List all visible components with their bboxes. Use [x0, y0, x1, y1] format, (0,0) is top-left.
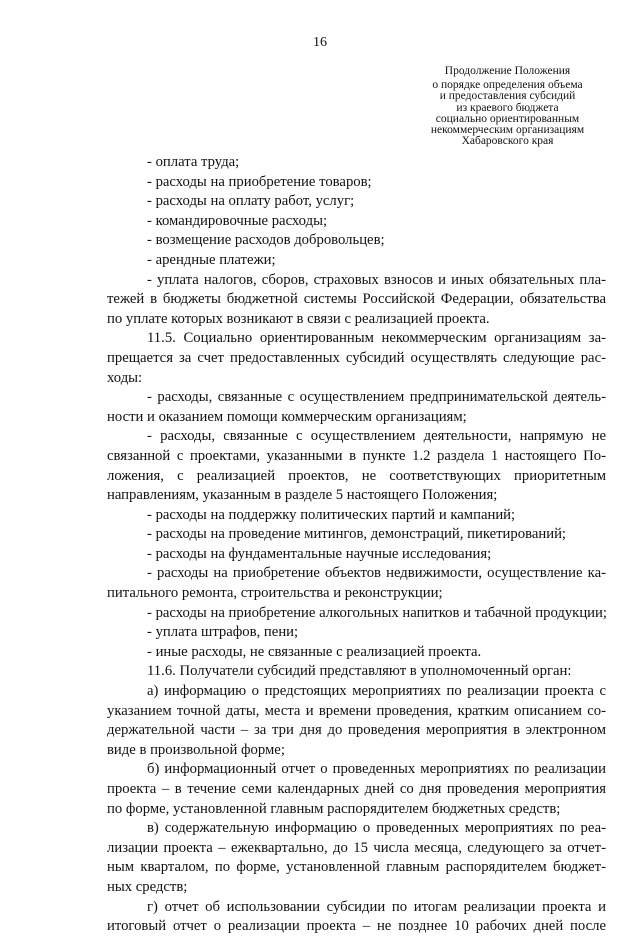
header-line: о порядке определения объема [432, 79, 583, 92]
text-line: - расходы, связанные с осуществлением деятельности, напрямую не [147, 428, 606, 445]
text-line: - расходы на приобретение объектов недвижимости, осуществление ка- [147, 565, 606, 582]
text-line: - расходы на оплату работ, услуг; [147, 193, 355, 210]
text-line: а) информацию о предстоящих мероприятиях по реализации проекта с [147, 683, 606, 700]
header-line: социально ориентированным [435, 112, 580, 125]
text-line: проекта – в течение семи календарных дней со дня проведения мероприятия [107, 781, 606, 797]
text-line: ложения, с реализацией проектов, не соответствующих приоритетным [107, 467, 606, 484]
text-line: направлениям, указанным в разделе 5 настоящего Положения; [107, 487, 498, 504]
text-line: - расходы на приобретение товаров; [147, 173, 372, 190]
text-line: - иные расходы, не связанные с реализацией проекта. [147, 643, 482, 660]
text-line: - уплата штрафов, пени; [147, 624, 299, 641]
text-line: питального ремонта, строительства и реконструкции; [107, 585, 443, 602]
text-line: - расходы, связанные с осуществлением предпринимательской деятель- [147, 389, 606, 406]
text-line: 11.5. Социально ориентированным некоммерческим организациям за- [147, 330, 606, 347]
text-line: указанием точной даты, места и времени проведения, кратким описанием со- [107, 702, 606, 719]
document-body [107, 153, 606, 937]
text-line: - уплата налогов, сборов, страховых взносов и иных обязательных пла- [147, 271, 606, 288]
text-line: итоговый отчет о реализации проекта – не позднее 10 рабочих дней после [107, 918, 606, 935]
text-line: держательной части – за три дня до проведения мероприятия в электронном [107, 722, 606, 739]
text-line: ности и оказанием помощи коммерческим организациям; [107, 408, 467, 425]
text-line: в) содержательную информацию о проведенных мероприятиях по реа- [147, 820, 606, 837]
text-line: прещается за счет предоставленных субсидий осуществлять следующие рас- [107, 349, 606, 366]
header-line: Хабаровского края [461, 135, 554, 148]
text-line: - командировочные расходы; [147, 212, 328, 229]
header-line: из краевого бюджета [456, 101, 559, 114]
text-line: б) информационный отчет о проведенных мероприятиях по реализации [147, 761, 606, 778]
text-line: - расходы на поддержку политических партий и кампаний; [147, 506, 516, 523]
text-line: - расходы на проведение митингов, демонстраций, пикетирований; [147, 526, 567, 543]
header-line: некоммерческим организациям [430, 124, 585, 137]
text-line: г) отчет об использовании субсидии по итогам реализации проекта и [147, 898, 606, 915]
text-line: 11.6. Получатели субсидий представляют в уполномоченный орган: [147, 663, 572, 680]
text-line: - расходы на фундаментальные научные исследования; [147, 545, 492, 562]
header-line: Продолжение Положения [444, 65, 571, 77]
document-header [395, 66, 620, 147]
text-line: по форме, установленной главным распорядителем бюджетных средств; [107, 800, 561, 817]
text-line: виде в произвольной форме; [107, 741, 285, 758]
header-line: и предоставления субсидий [439, 90, 576, 103]
text-line: - расходы на приобретение алкогольных напитков и табачной продукции; [147, 604, 607, 621]
text-line: ным кварталом, по форме, установленной главным распорядителем бюджет- [107, 859, 606, 876]
text-line: ходы: [107, 369, 143, 386]
text-line: - оплата труда; [147, 154, 240, 170]
text-line: связанной с проектами, указанными в пункте 1.2 раздела 1 настоящего По- [107, 447, 606, 464]
text-line: - возмещение расходов добровольцев; [147, 232, 385, 249]
page-number: 16 [313, 35, 327, 50]
text-line: по уплате которых возникают в связи с реализацией проекта. [107, 310, 490, 327]
text-line: тежей в бюджеты бюджетной системы Российской Федерации, обязательства [107, 291, 606, 308]
text-line: лизации проекта – ежеквартально, до 15 числа месяца, следующего за отчет- [107, 839, 606, 856]
text-line: ных средств; [107, 878, 188, 895]
text-line: - арендные платежи; [147, 251, 276, 268]
